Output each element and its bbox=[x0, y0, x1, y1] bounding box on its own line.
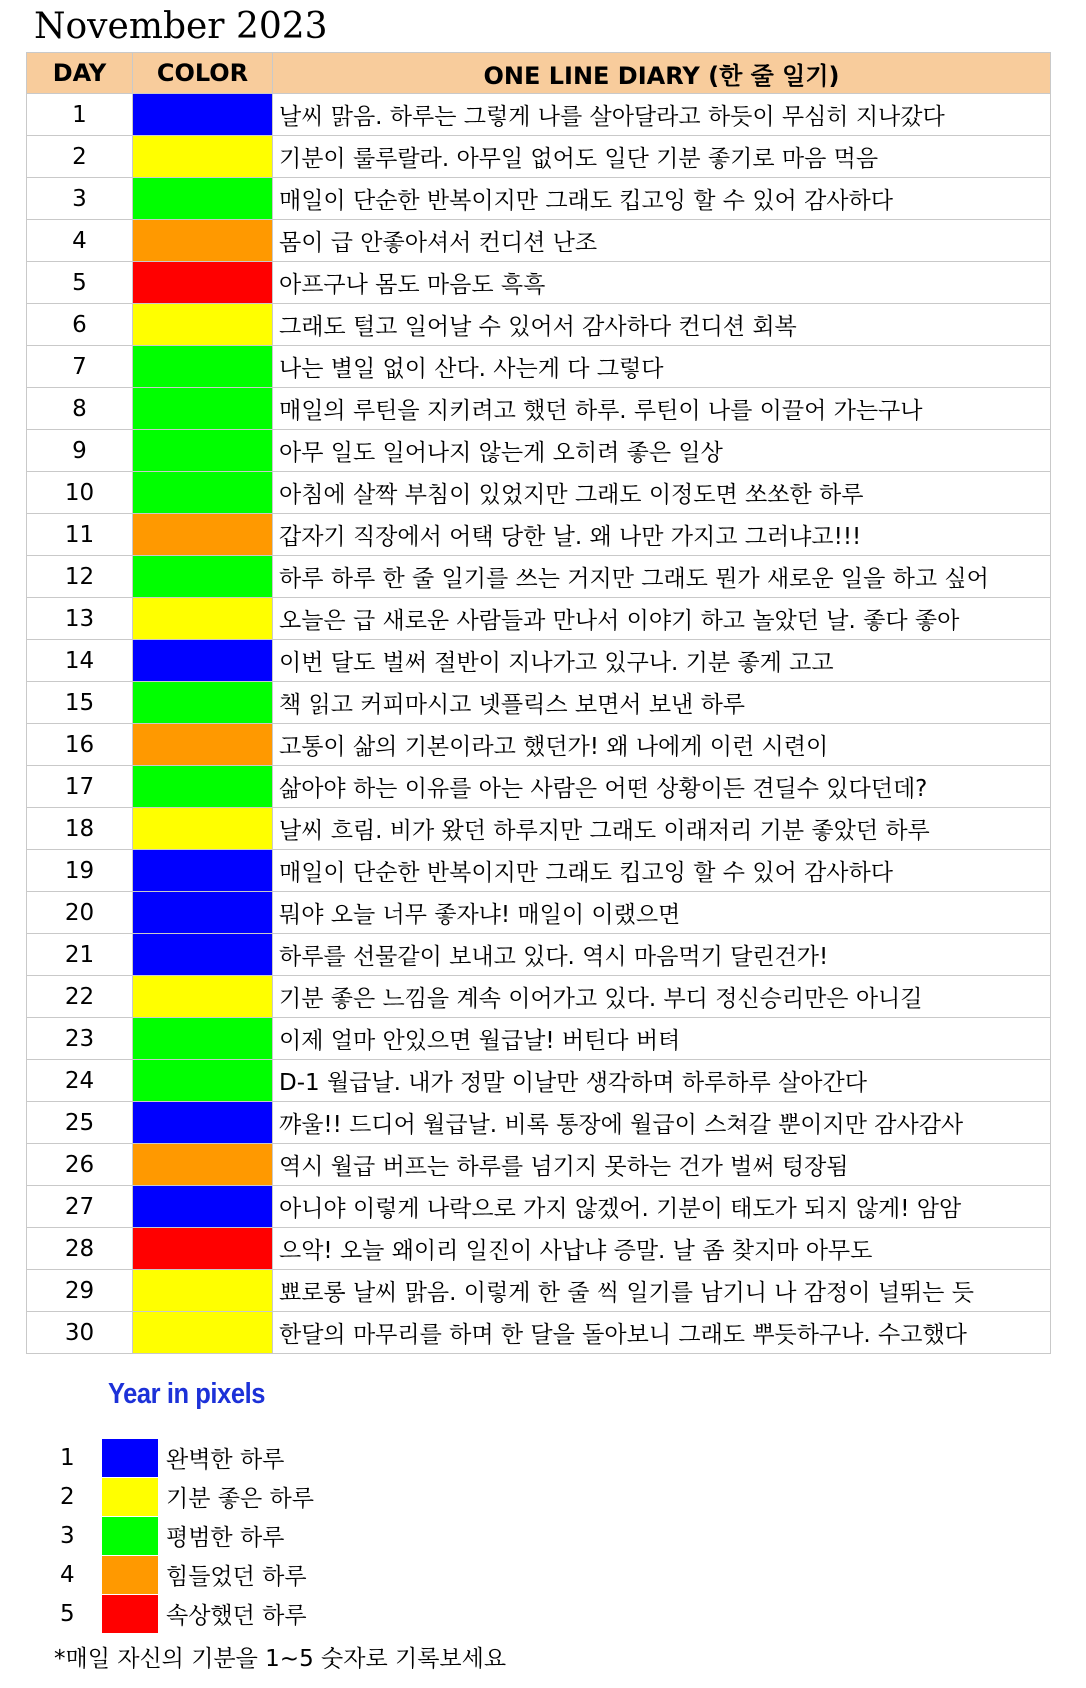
table-row bbox=[27, 136, 1051, 178]
legend-swatch bbox=[102, 1595, 158, 1633]
diary-cell: 기분이 룰루랄라. 아무일 없어도 일단 기분 좋기로 마음 먹음 bbox=[273, 136, 1051, 178]
diary-cell: 오늘은 급 새로운 사람들과 만나서 이야기 하고 놀았던 날. 좋다 좋아 bbox=[273, 598, 1051, 640]
day-cell: 20 bbox=[27, 892, 133, 934]
mood-color-cell bbox=[133, 472, 273, 514]
day-cell: 3 bbox=[27, 178, 133, 220]
mood-color-cell bbox=[133, 178, 273, 220]
mood-color-cell bbox=[133, 304, 273, 346]
day-cell: 13 bbox=[27, 598, 133, 640]
mood-color-cell bbox=[133, 1144, 273, 1186]
mood-color-cell bbox=[133, 220, 273, 262]
table-row bbox=[27, 934, 1051, 976]
legend-list bbox=[60, 1438, 314, 1633]
mood-color-cell bbox=[133, 766, 273, 808]
mood-color-cell bbox=[133, 682, 273, 724]
diary-cell: 몸이 급 안좋아셔서 컨디션 난조 bbox=[273, 220, 1051, 262]
diary-cell: 뾰로롱 날씨 맑음. 이렇게 한 줄 씩 일기를 남기니 나 감정이 널뛰는 듯 bbox=[273, 1270, 1051, 1312]
page-title: November 2023 bbox=[34, 6, 328, 47]
diary-table bbox=[26, 52, 1051, 1354]
legend-item bbox=[60, 1438, 314, 1477]
day-cell: 27 bbox=[27, 1186, 133, 1228]
mood-color-cell bbox=[133, 430, 273, 472]
diary-cell: 나는 별일 없이 산다. 사는게 다 그렇다 bbox=[273, 346, 1051, 388]
day-cell: 15 bbox=[27, 682, 133, 724]
day-cell: 29 bbox=[27, 1270, 133, 1312]
legend-label: 속상했던 하루 bbox=[166, 1603, 307, 1629]
day-cell: 23 bbox=[27, 1018, 133, 1060]
diary-cell: 아침에 살짝 부침이 있었지만 그래도 이정도면 쏘쏘한 하루 bbox=[273, 472, 1051, 514]
day-cell: 2 bbox=[27, 136, 133, 178]
diary-cell: 매일의 루틴을 지키려고 했던 하루. 루틴이 나를 이끌어 가는구나 bbox=[273, 388, 1051, 430]
mood-color-cell bbox=[133, 1270, 273, 1312]
table-row bbox=[27, 808, 1051, 850]
table-row bbox=[27, 346, 1051, 388]
mood-color-cell bbox=[133, 94, 273, 136]
mood-color-cell bbox=[133, 346, 273, 388]
day-cell: 30 bbox=[27, 1312, 133, 1354]
day-cell: 21 bbox=[27, 934, 133, 976]
mood-color-cell bbox=[133, 1060, 273, 1102]
header-color: COLOR bbox=[133, 53, 273, 94]
legend-label: 기분 좋은 하루 bbox=[166, 1486, 314, 1512]
mood-color-cell bbox=[133, 724, 273, 766]
day-cell: 12 bbox=[27, 556, 133, 598]
mood-color-cell bbox=[133, 388, 273, 430]
header-diary: ONE LINE DIARY (한 줄 일기) bbox=[273, 53, 1051, 94]
legend-number: 4 bbox=[60, 1561, 75, 1588]
table-row bbox=[27, 178, 1051, 220]
table-row bbox=[27, 1144, 1051, 1186]
table-header-row bbox=[27, 53, 1051, 94]
table-row bbox=[27, 976, 1051, 1018]
table-row bbox=[27, 94, 1051, 136]
table-row bbox=[27, 892, 1051, 934]
legend-item bbox=[60, 1516, 314, 1555]
day-cell: 8 bbox=[27, 388, 133, 430]
day-cell: 10 bbox=[27, 472, 133, 514]
mood-color-cell bbox=[133, 598, 273, 640]
day-cell: 19 bbox=[27, 850, 133, 892]
mood-color-cell bbox=[133, 850, 273, 892]
day-cell: 4 bbox=[27, 220, 133, 262]
mood-color-cell bbox=[133, 892, 273, 934]
mood-color-cell bbox=[133, 976, 273, 1018]
footnote: *매일 자신의 기분을 1~5 숫자로 기록보세요 bbox=[54, 1646, 507, 1672]
day-cell: 25 bbox=[27, 1102, 133, 1144]
table-row bbox=[27, 220, 1051, 262]
legend-number: 2 bbox=[60, 1483, 75, 1510]
legend-number: 3 bbox=[60, 1522, 75, 1549]
diary-cell: 책 읽고 커피마시고 넷플릭스 보면서 보낸 하루 bbox=[273, 682, 1051, 724]
mood-color-cell bbox=[133, 640, 273, 682]
mood-color-cell bbox=[133, 1228, 273, 1270]
diary-cell: 삶아야 하는 이유를 아는 사람은 어떤 상황이든 견딜수 있다던데? bbox=[273, 766, 1051, 808]
diary-cell: 날씨 흐림. 비가 왔던 하루지만 그래도 이래저리 기분 좋았던 하루 bbox=[273, 808, 1051, 850]
day-cell: 1 bbox=[27, 94, 133, 136]
day-cell: 7 bbox=[27, 346, 133, 388]
diary-cell: 이제 얼마 안있으면 월급날! 버틴다 버텨 bbox=[273, 1018, 1051, 1060]
table-row bbox=[27, 430, 1051, 472]
day-cell: 14 bbox=[27, 640, 133, 682]
table-row bbox=[27, 304, 1051, 346]
table-row bbox=[27, 262, 1051, 304]
day-cell: 17 bbox=[27, 766, 133, 808]
table-row bbox=[27, 1060, 1051, 1102]
table-row bbox=[27, 682, 1051, 724]
table-row bbox=[27, 1018, 1051, 1060]
table-row bbox=[27, 766, 1051, 808]
diary-cell: 기분 좋은 느낌을 계속 이어가고 있다. 부디 정신승리만은 아니길 bbox=[273, 976, 1051, 1018]
day-cell: 24 bbox=[27, 1060, 133, 1102]
day-cell: 22 bbox=[27, 976, 133, 1018]
table-row bbox=[27, 472, 1051, 514]
table-row bbox=[27, 388, 1051, 430]
legend-number: 1 bbox=[60, 1444, 75, 1471]
diary-body bbox=[27, 94, 1051, 1354]
diary-cell: 그래도 털고 일어날 수 있어서 감사하다 컨디션 회복 bbox=[273, 304, 1051, 346]
legend-swatch bbox=[102, 1517, 158, 1555]
legend-item bbox=[60, 1555, 314, 1594]
mood-color-cell bbox=[133, 1102, 273, 1144]
table-row bbox=[27, 514, 1051, 556]
diary-cell: D-1 월급날. 내가 정말 이날만 생각하며 하루하루 살아간다 bbox=[273, 1060, 1051, 1102]
mood-color-cell bbox=[133, 514, 273, 556]
mood-color-cell bbox=[133, 262, 273, 304]
mood-color-cell bbox=[133, 808, 273, 850]
diary-cell: 뭐야 오늘 너무 좋자냐! 매일이 이랬으면 bbox=[273, 892, 1051, 934]
day-cell: 11 bbox=[27, 514, 133, 556]
table-row bbox=[27, 1102, 1051, 1144]
table-row bbox=[27, 1186, 1051, 1228]
mood-color-cell bbox=[133, 136, 273, 178]
legend-item bbox=[60, 1594, 314, 1633]
day-cell: 16 bbox=[27, 724, 133, 766]
diary-cell: 아프구나 몸도 마음도 흑흑 bbox=[273, 262, 1051, 304]
table-row bbox=[27, 724, 1051, 766]
legend-label: 평범한 하루 bbox=[166, 1525, 285, 1551]
day-cell: 28 bbox=[27, 1228, 133, 1270]
day-cell: 5 bbox=[27, 262, 133, 304]
legend-swatch bbox=[102, 1439, 158, 1477]
table-row bbox=[27, 640, 1051, 682]
legend-label: 힘들었던 하루 bbox=[166, 1564, 307, 1590]
day-cell: 9 bbox=[27, 430, 133, 472]
mood-color-cell bbox=[133, 1312, 273, 1354]
legend-title: Year in pixels bbox=[108, 1378, 265, 1410]
diary-cell: 매일이 단순한 반복이지만 그래도 킵고잉 할 수 있어 감사하다 bbox=[273, 178, 1051, 220]
diary-cell: 아무 일도 일어나지 않는게 오히려 좋은 일상 bbox=[273, 430, 1051, 472]
day-cell: 6 bbox=[27, 304, 133, 346]
diary-cell: 매일이 단순한 반복이지만 그래도 킵고잉 할 수 있어 감사하다 bbox=[273, 850, 1051, 892]
legend-item bbox=[60, 1477, 314, 1516]
legend-swatch bbox=[102, 1478, 158, 1516]
diary-cell: 하루를 선물같이 보내고 있다. 역시 마음먹기 달린건가! bbox=[273, 934, 1051, 976]
legend-swatch bbox=[102, 1556, 158, 1594]
diary-cell: 꺄울!! 드디어 월급날. 비록 통장에 월급이 스쳐갈 뿐이지만 감사감사 bbox=[273, 1102, 1051, 1144]
diary-cell: 하루 하루 한 줄 일기를 쓰는 거지만 그래도 뭔가 새로운 일을 하고 싶어 bbox=[273, 556, 1051, 598]
mood-color-cell bbox=[133, 556, 273, 598]
table-row bbox=[27, 556, 1051, 598]
header-day: DAY bbox=[27, 53, 133, 94]
day-cell: 18 bbox=[27, 808, 133, 850]
mood-color-cell bbox=[133, 1186, 273, 1228]
diary-cell: 갑자기 직장에서 어택 당한 날. 왜 나만 가지고 그러냐고!!! bbox=[273, 514, 1051, 556]
legend-label: 완벽한 하루 bbox=[166, 1447, 285, 1473]
diary-cell: 한달의 마무리를 하며 한 달을 돌아보니 그래도 뿌듯하구나. 수고했다 bbox=[273, 1312, 1051, 1354]
diary-cell: 역시 월급 버프는 하루를 넘기지 못하는 건가 벌써 텅장됨 bbox=[273, 1144, 1051, 1186]
legend-number: 5 bbox=[60, 1600, 75, 1627]
diary-cell: 아니야 이렇게 나락으로 가지 않겠어. 기분이 태도가 되지 않게! 암암 bbox=[273, 1186, 1051, 1228]
table-row bbox=[27, 1228, 1051, 1270]
day-cell: 26 bbox=[27, 1144, 133, 1186]
table-row bbox=[27, 850, 1051, 892]
mood-color-cell bbox=[133, 1018, 273, 1060]
diary-cell: 고통이 삶의 기본이라고 했던가! 왜 나에게 이런 시련이 bbox=[273, 724, 1051, 766]
diary-cell: 이번 달도 벌써 절반이 지나가고 있구나. 기분 좋게 고고 bbox=[273, 640, 1051, 682]
mood-color-cell bbox=[133, 934, 273, 976]
table-row bbox=[27, 1312, 1051, 1354]
diary-cell: 날씨 맑음. 하루는 그렇게 나를 살아달라고 하듯이 무심히 지나갔다 bbox=[273, 94, 1051, 136]
table-row bbox=[27, 1270, 1051, 1312]
diary-cell: 으악! 오늘 왜이리 일진이 사납냐 증말. 날 좀 찾지마 아무도 bbox=[273, 1228, 1051, 1270]
table-row bbox=[27, 598, 1051, 640]
